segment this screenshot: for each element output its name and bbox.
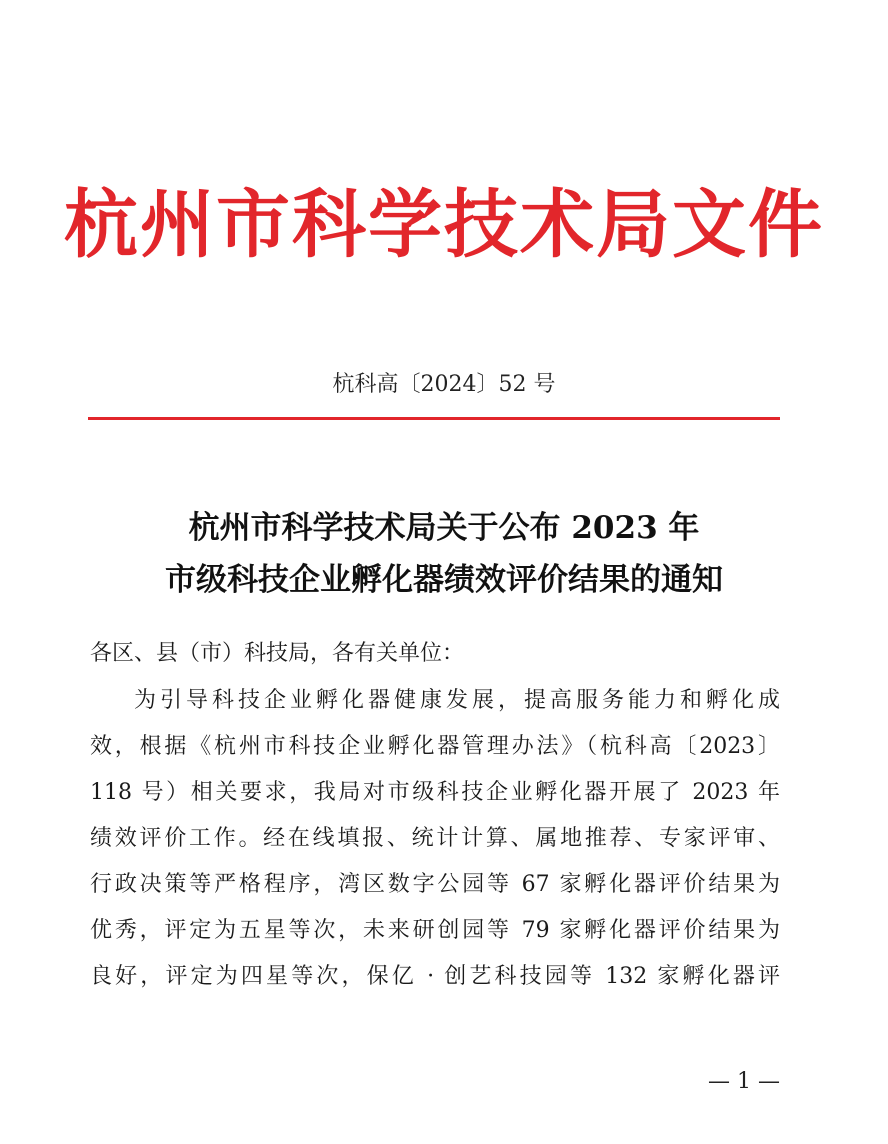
notice-title-line-2: 市级科技企业孵化器绩效评价结果的通知 — [165, 562, 723, 598]
body-line: 绩效评价工作。经在线填报、统计计算、属地推荐、专家评审、 — [90, 826, 780, 851]
document-masthead: 杭州市科学技术局文件 — [64, 182, 824, 268]
body-line: 优秀，评定为五星等次，未来研创园等 79 家孵化器评价结果为 — [90, 918, 780, 943]
document-number: 杭科高〔2024〕52 号 — [332, 372, 556, 397]
salutation: 各区、县（市）科技局，各有关单位： — [90, 641, 465, 666]
body-line: 效，根据《杭州市科技企业孵化器管理办法》（杭科高〔2023〕 — [90, 734, 780, 759]
body-line: 良好，评定为四星等次，保亿 · 创艺科技园等 132 家孵化器评 — [90, 964, 780, 989]
body-line: 118 号）相关要求，我局对市级科技企业孵化器开展了 2023 年 — [90, 780, 780, 805]
notice-title — [0, 502, 888, 606]
body-line: 行政决策等严格程序，湾区数字公园等 67 家孵化器评价结果为 — [90, 872, 780, 897]
red-separator-line — [88, 417, 780, 420]
body-paragraph — [90, 678, 780, 1000]
notice-title-line-1: 杭州市科学技术局关于公布 2023 年 — [188, 510, 700, 546]
page-number: — 1 — — [708, 1069, 780, 1094]
body-line: 为引导科技企业孵化器健康发展，提高服务能力和孵化成 — [134, 688, 780, 713]
